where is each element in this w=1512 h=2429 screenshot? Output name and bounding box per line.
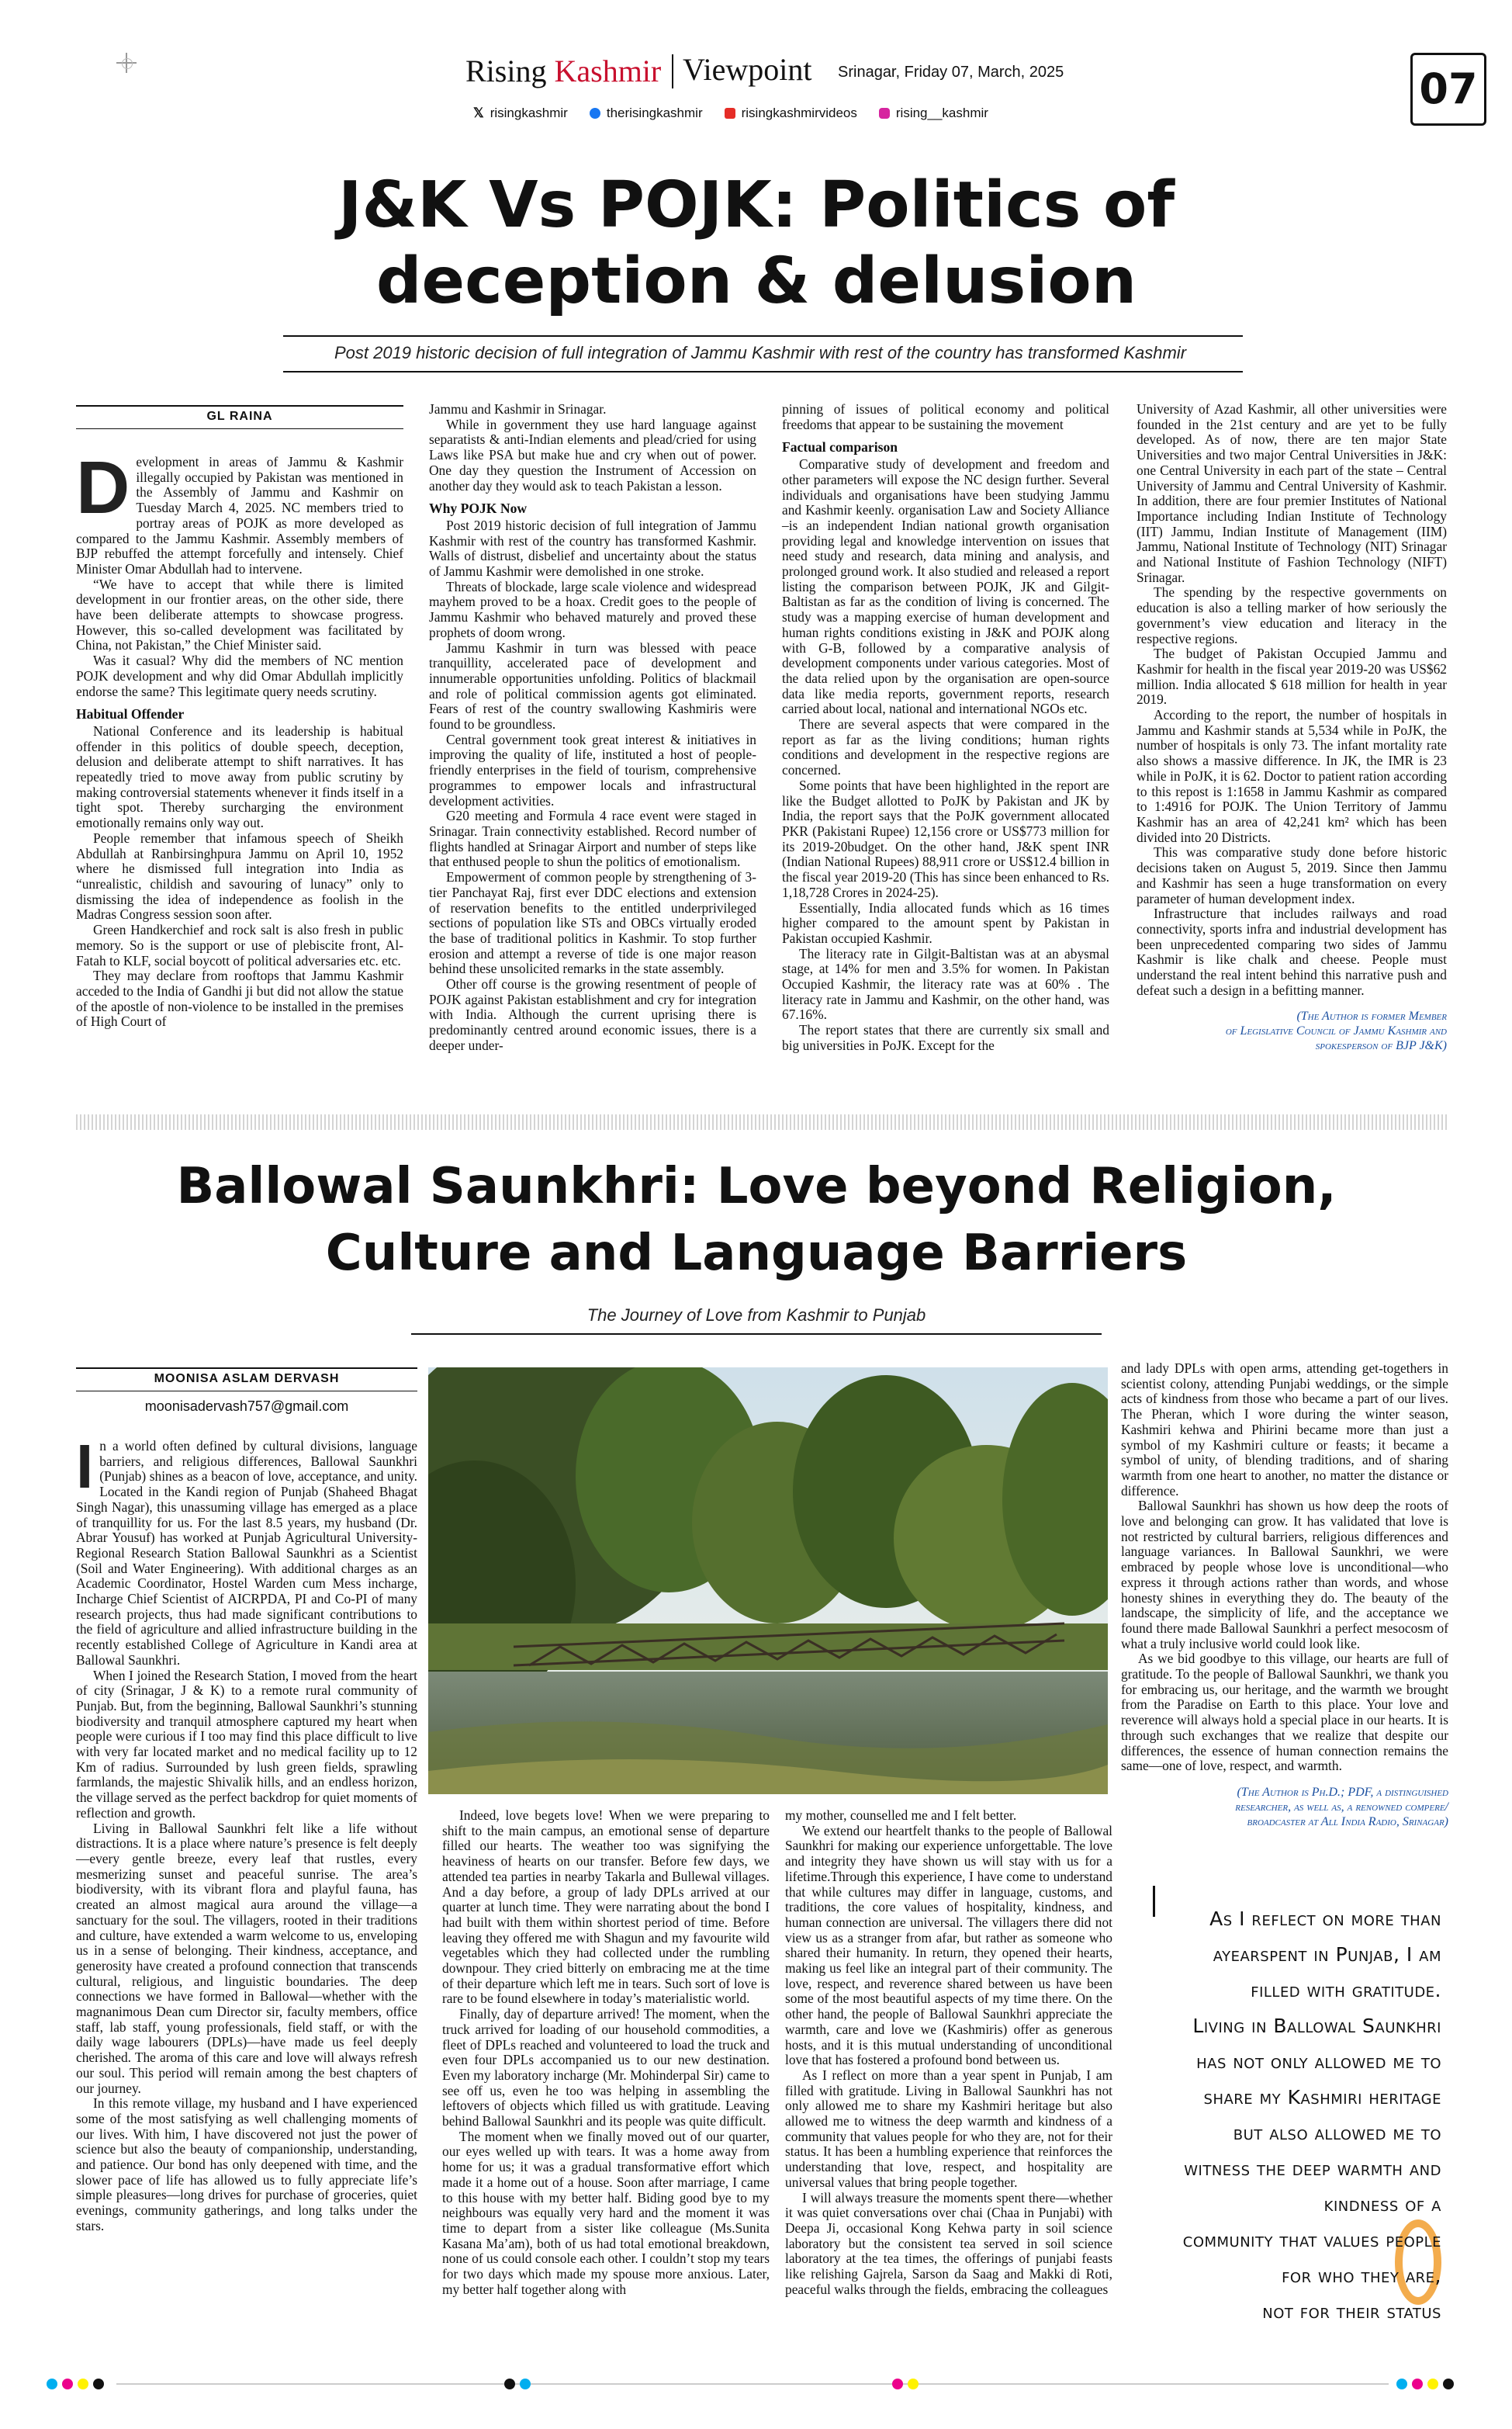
facebook-icon [590,108,600,119]
social-instagram[interactable]: rising__kashmir [879,106,988,121]
x-icon: 𝕏 [473,106,484,120]
article1-subtitle: Post 2019 historic decision of full integration of Jammu Kashmir with rest of the country has transformed Kashmir [334,343,1187,362]
article2-subtitle: The Journey of Love from Kashmir to Punjab [586,1305,926,1325]
brand-logo: Rising Kashmir [465,54,662,88]
author-note: (The Author is Ph.D.; PDF, a distinguished researcher, as well as, a renowned compere/ broadcaster at All India Radio, Srinagar) [1235,1785,1448,1828]
bridge-illustration [428,1367,1108,1794]
author-note: (The Author is former Member of Legislative Council of Jammu Kashmir and spokesperson of BJP J&K) [1225,1010,1447,1053]
instagram-icon [879,108,890,119]
section-name: Viewpoint [683,52,812,87]
masthead [465,48,1396,133]
pull-quote [1116,1886,1448,2351]
article2-column-4: and lady DPLs with open arms, attending get-togethers in scientist colony, attending Punjabi weddings, or the simple acts of kindness from those who became a part of our lives. The Pheran, which I wore during the winter season, Kashmiri kehwa and Phirini became more than just a symbol of my Kashmiri culture or feasts; it became a symbol of unity, of blending traditions, and of sharing warmth from one heart to another, no matter the distance or difference. Ballowal Saunkhri has shown us how deep the roots of love and belonging can grow. It has validated that love is not restricted by cultural barriers, religious differences and language variances. In Ballowal Saunkhri, we were embraced by people whose love is unconditional—who express it through actions rather than words, and whose honesty shines in everything they do. The beauty of the landscape, the simplicity of life, and the acceptance we found there made Ballowal Saunkhri a perfect mesocosm of what a truly inclusive world could look like. As we bid goodbye to this village, our hearts are full of gratitude. To the people of Ballowal Saunkhri, we thank you for embracing us, our heritage, and the warmth we brought from the Paradise on Earth to this place. Your love and reverence will always hold a special place in our hearts. It is through such exchanges that we realize that despite our differences, the essence of human connection remains the same—one of love, respect, and warmth. (The Author is Ph.D.; PDF, a distinguished researcher, as well as, a renowned compere/ broadcaster at All India Radio, Srinagar) [1121,1360,1448,1828]
article1-column-1: Development in areas of Jammu & Kashmir illegally occupied by Pakistan was mentioned in the Assembly of Jammu and Kashmir on Tuesday March 4, 2025. NC members tried to portray areas of POJK as more developed as compared to the Jammu Kashmir. Assembly members of BJP rebuffed the attempt forcefully and intensely. Chief Minister Omar Abdullah had to intervene. “We have to accept that while there is limited development in our frontier areas, on the other side, there have been deliberate attempts to showcase progress. However, this so-called development was facilitated by China, not Pakistan,” the Chief Minister said. Was it casual? Why did the members of NC mention POJK development and why did Omar Abdullah implicitly endorse the same? This legitimate query needs scrutiny. Habitual Offender National Conference and its leadership is habitual offender in this politics of double speech, deception, delusion and deliberate attempt to shift narratives. It has repeatedly tried to move away from public scrutiny by making controversial statements whenever it finds itself in a tight spot. Thereby surcharging the environment emotionally remains only way out. People remember that infamous speech of Sheikh Abdullah at Ranbirsinghpura Jammu on April 10, 1952 where he dismissed full integration into India as “unrealistic, childish and savouring of lunacy” only to dismissing the idea of independence as foolish in the Madras Congress session soon after. Green Handkerchief and rock salt is also fresh in public memory. So is the support or use of plebiscite front, Al-Fatah to KLF, social boycott of political adversaries etc. etc. They may declare from rooftops that Jammu Kashmir acceded to the India of Gandhi ji but did not allow the statue of the apostle of non-violence to be installed in the premises of High Court of [76,446,403,1030]
author-email[interactable]: moonisadervash757@gmail.com [144,1398,349,1414]
subtitle-rule [411,1333,1102,1335]
article1-column-4: University of Azad Kashmir, all other universities were founded in the 21st century and are yet to be fully developed. As of now, there are ten major State Universities and two major Central Universities in J&K: one Central University in each part of the state – Central University of Jammu and Central University of Kashmir. In addition, there are four premier Institutes of National Importance including Indian Institute of Technology (IIT) Jammu, Indian Institute of Management (IIM) Jammu, National Institute of Technology (NIT) Srinagar and National Institute of Fashion Technology (NIFT) Srinagar. The spending by the respective governments on education is also a telling marker of how seriously the government’s view education and literacy in the respective regions. The budget of Pakistan Occupied Jammu and Kashmir for health in the fiscal year 2019-20 was US$62 million. India allocated $ 618 million for health in year 2019. According to the report, the number of hospitals in Jammu and Kashmir stands at 5,534 while in PoJK, the number of hospitals is only 73. The infant mortality rate also shows a massive difference. In JK, the IMR is 23 while in PoJK, it is 62. Doctor to patient ration according to this repost is 1:1658 in Jammu Kashmir as compared to 1:4916 for POJK. The Union Territory of Jammu Kashmir has an area of 42,241 km² which has been divided into 20 Districts. This was comparative study done before historic decisions taken on August 5, 2019. Since then Jammu and Kashmir has seen a huge transformation on every parameter of human development index. Infrastructure that includes railways and road connectivity, sports infra and industrial development has been unprecedented comparing two sides of Jammu Kashmir is like chalk and cheese. People must understand the real intent behind this narrative push and defeat such a design in a befitting manner. (The Author is former Member of Legislative Council of Jammu Kashmir and spokesperson of BJP J&K) [1137,401,1447,1053]
article2-headline: Ballowal Saunkhri: Love beyond Religion, Culture and Language Barriers [176,1158,1337,1282]
article1-byline: GL RAINA [206,410,273,423]
pull-quote-text: As I reflect on more than ayearspent in Punjab, I am filled with gratitude. Living in Ballowal Saunkhri has not only allowed me to share my Kashmiri heritage but also allowed me to witness the deep warmth and kindness of a community that values people for who they are, not for their status [1182,1908,1441,2323]
social-bar [473,106,988,121]
subtitle-rule-top [283,335,1243,337]
youtube-icon [725,108,735,119]
subhead: Habitual Offender [76,706,185,722]
bridge-photo [428,1367,1108,1794]
masthead-divider [672,54,673,88]
article1-column-2: Jammu and Kashmir in Srinagar. While in government they use hard language against separatists & anti-Indian elements and plead/cried for using Laws like PSA but make hue and cry when out of power. One day they question the Instrument of Accession on another day they would ask to teach Pakistan a lesson. Why POJK Now Post 2019 historic decision of full integration of Jammu Kashmir with rest of the country has transformed Kashmir. Walls of distrust, disbelief and uncertainty about the status of Jammu Kashmir were demolished in one stroke. Threats of blockade, large scale violence and widespread mayhem proved to be a hoax. Credit goes to the people of Jammu Kashmir who behaved maturely and proved these prophets of doom wrong. Jammu Kashmir in turn was blessed with peace tranquillity, accelerated pace of development and innumerable opportunities unfolding. Politics of blackmail and role of political commission agents got eliminated. Fears of rest of the country swallowing Kashmiris were found to be groundless. Central government took great interest & initiatives in improving the quality of life, instituted a host of people-friendly enterprises in the field of tourism, comprehensive programmes to empower locals and infrastructural development activities. G20 meeting and Formula 4 race event were staged in Srinagar. Train connectivity established. Record number of flights handled at Srinagar Airport and number of steps like that enthused people to shun the politics of emotionalism. Empowerment of common people by strengthening of 3-tier Panchayat Raj, first ever DDC elections and extension of reservation benefits to the entitled underprivileged sections of population like STs and OBCs virtually eroded the base of traditional politics in Kashmir. To stop further erosion and attempt a reverse of tide is one major reason behind these unsolicited remarks in the state assembly. Other off course is the growing resentment of people of POJK against Pakistan establishment and cry for integration with India. Although the current uprising there is predominantly centred around economic issues, there is a deeper under- [429,401,756,1053]
page-number: 07 [1410,53,1486,126]
byline-rule-2 [76,428,403,429]
social-x[interactable]: 𝕏 risingkashmir [473,106,568,120]
article2-column-2: Indeed, love begets love! When we were preparing to shift to the main campus, an emotional sense of departure filled our hearts. The weather too was signifying the heaviness of hearts on our transfer. Before few days, we attended tea parties in nearby Takarla and Bullewal villages. And a day before, a group of lady DPLs arrived at our quarter at lunch time. They were narrating about the bond I had built with them within shortest period of time. Before leaving they offered me with Shagun and my favourite wild vegetables which they had collected under the rumbling downpour. They cried bitterly on embracing me at the time of their departure which left me in tears. Such sort of love is rare to be found elsewhere in today’s materialistic world. Finally, day of departure arrived! The moment, when the truck arrived for loading of our household commodities, a fleet of DPLs reached and volunteered to load the truck and even four DPLs accompanied us to our new destination. Even my laboratory incharge (Mr. Mohinderpal Sir) came to see off us, even he too was helping in assembling the leftovers of objects which filled us with gratitude. Leaving behind Ballowal Saunkhri and its people was quite difficult. The moment when we finally moved out of our quarter, our eyes welled up with tears. It was a home away from home for us; it was a gradual transformative effort which made it a home out of a house. Soon after marriage, I came to this house with my better half. Biding good bye to my neighbours was equally very hard and the moment it was time to depart from a sister like colleague (Ms.Sunita Kasana Ma’am), both of us had total emotional breakdown, none of us could console each other. I couldn’t stop my tears for two days which made my spouse more anxious. Later, my better half together along with [442,1807,770,2297]
social-youtube[interactable]: risingkashmirvideos [725,106,857,121]
dateline: Srinagar, Friday 07, March, 2025 [838,64,1064,81]
byline-rule [76,405,403,407]
dropcap: I [76,1432,94,1501]
subhead: Why POJK Now [429,501,528,517]
color-registration-strip [0,2375,1512,2393]
subhead: Factual comparison [782,439,898,456]
social-facebook[interactable]: therisingkashmir [590,106,703,121]
article2-column-1: In a world often defined by cultural divisions, language barriers, and religious differences, Ballowal Saunkhri (Punjab) shines as a beacon of love, acceptance, and unity. Located in the Kandi region of Punjab (Shaheed Bhagat Singh Nagar), this unassuming village has emerged as a place of tranquillity for us. For the last 8.5 years, my husband (Dr. Abrar Yousuf) has worked at Punjab Agricultural University-Regional Research Station Ballowal Saunkhri as a Scientist (Soil and Water Engineering). With additional charges as an Academic Coordinator, Hostel Warden cum Mess incharge, Incharge Chief Scientist of AICRPDA, PI and Co-PI of many research projects, thus had made significant contributions to the field of agriculture and allied infrastructure building in the recently established College of Agriculture in Kandi area at Ballowal Saunkhri. When I joined the Research Station, I moved from the heart of city (Srinagar, J & K) to a remote rural community of Punjab. But, from the beginning, Ballowal Saunkhri’s stunning biodiversity and tranquil atmosphere captured my heart when people were curious if I too may find this place difficult to live with very far located market and no medical facility up to 12 Km of radius. Surrounded by lush green fields, sprawling farmlands, the majestic Shivalik hills, and an endless horizon, the village served as the perfect backdrop for quiet moments of reflection and growth. Living in Ballowal Saunkhri felt like a life without distractions. It is a place where nature’s presence is felt deeply—every gentle breeze, every leaf that rustles, every mesmerizing sunset and peaceful sunrise. The area’s biodiversity, with its vibrant flora and playful fauna, has created an almost magical aura around the village—a sanctuary for the soul. The villagers, rooted in their traditions and culture, have extended a warm welcome to us, enveloping us in a sense of belonging. Their kindness, acceptance, and generosity have created a profound connection that transcends cultural, religious, and linguistic boundaries. The deep connections we have formed in Ballowal—whether with the magnanimous Dean cum Director sir, faculty members, office staff, lab staff, young professionals, field staff, or with the daily wage labourers (DPLs)—have made us feel deeply cherished. The aroma of this care and love will always refresh our soul. This period will remain among the best chapters of our journey. In this remote village, my husband and I have experienced some of the most satisfying as well challenging moments of our lives. With him, I have discovered not just the power of science but also the beauty of companionship, understanding, and patience. Our bond has only deepened with time, and the slower pace of life has allowed us to fully appreciate life’s simple pleasures—long drives for purchase of groceries, quiet evenings, community gatherings, and long talks under the stars. [76,1432,417,2233]
article1-headline: J&K Vs POJK: Politics of deception & delusion [337,168,1175,318]
article2-column-3: my mother, counselled me and I felt better. We extend our heartfelt thanks to the people of Ballowal Saunkhri for making our experience unforgettable. The love and integrity they have shown us will stay with us for a lifetime.Through this experience, I have come to understand that while cultures may differ in language, customs, and traditions, the core values of hospitality, kindness, and human connection are universal. The villagers there did not view us as a stranger from afar, but rather as someone who shared their humanity. In return, they opened their hearts, making us feel like an integral part of their community. The love, respect, and reverence shared between us have been some of the most beautiful aspects of my time there. On the other hand, the people of Ballowal Saunkhri appreciate the warmth, care and love we (Kashmiris) offer as generous hosts, and it is this mutual understanding of unconditional love that has fostered a profound bond between us. As I reflect on more than a year spent in Punjab, I am filled with gratitude. Living in Ballowal Saunkhri has not only allowed me to share my Kashmiri heritage but also allowed me to witness the deep warmth and kindness of a community that values people for who they are, not for their status. It has been a humbling experience that reinforces the understanding that love, respect, and hospitality are universal values that bring people together. I will always treasure the moments spent there—whether it was quiet conversations over chai (Chaa in Punjabi) with Deepa Ji, occasional Kong Kehwa party in soil science laboratory but the consistent tea served in soil science laboratory at the tea times, the offerings of punjabi feasts like relishing Gajrela, Sarson da Saag and Makki di Roti, peaceful walks through the fields, embracing the colleagues [785,1807,1112,2297]
article2-byline: MOONISA ASLAM DERVASH [154,1372,340,1385]
dropcap: D [76,446,130,529]
article1-column-3: pinning of issues of political economy and political freedoms that appear to be sustaining the movement Factual comparison Comparative study of development and freedom and other parameters will expose the NC design further. Several individuals and organisations have been studying Jammu and Kashmir keenly. organisation Law and Society Alliance –is an independent Indian national growth organisation providing legal and knowledge intervention on issues that need study and research, data mining and analysis, and prolonged ground work. It also studied and released a report listing the comparison between POJK, JK and Gilgit-Baltistan as far as the condition of living is concerned. The study was a mapping exercise of human development and human rights conditions existing in J&K and POJK along with G-B, followed by a comparative analysis of development components under various categories. Most of the data relied upon by the organisation are open-source data like media reports, government reports, research carried about local, national and international NGOs etc. There are several aspects that were compared in the report as far as the living conditions; human rights conditions and development in the respective regions are concerned. Some points that have been highlighted in the report are like the Budget allotted to PoJK by Pakistan and JK by India, the report says that the PoJK government allocated PKR (Pakistani Rupee) 12,156 crore or US$773 million for its 2019-20budget. On the other hand, J&K spent INR (Indian National Rupees) 88,911 crore or US$12.4 billion in the fiscal year 2019-20 (This has since been enhanced to Rs. 1,18,728 Crores in 2024-25). Essentially, India allocated funds which as 16 times higher compared to the amount spent by Pakistan in Pakistan occupied Kashmir. The literacy rate in Gilgit-Baltistan was at an abysmal stage, at 14% for men and 3.5% for women. In Pakistan Occupied Kashmir, the literacy rate was at 60% . The literacy rate in Jammu and Kashmir, on the other hand, was 67.16%. The report states that there are currently six small and big universities in PoJK. Except for the [782,401,1109,1053]
registration-mark [116,53,137,73]
section-separator [76,1114,1448,1130]
byline-rule [76,1367,417,1369]
subtitle-rule-bottom [283,371,1243,372]
